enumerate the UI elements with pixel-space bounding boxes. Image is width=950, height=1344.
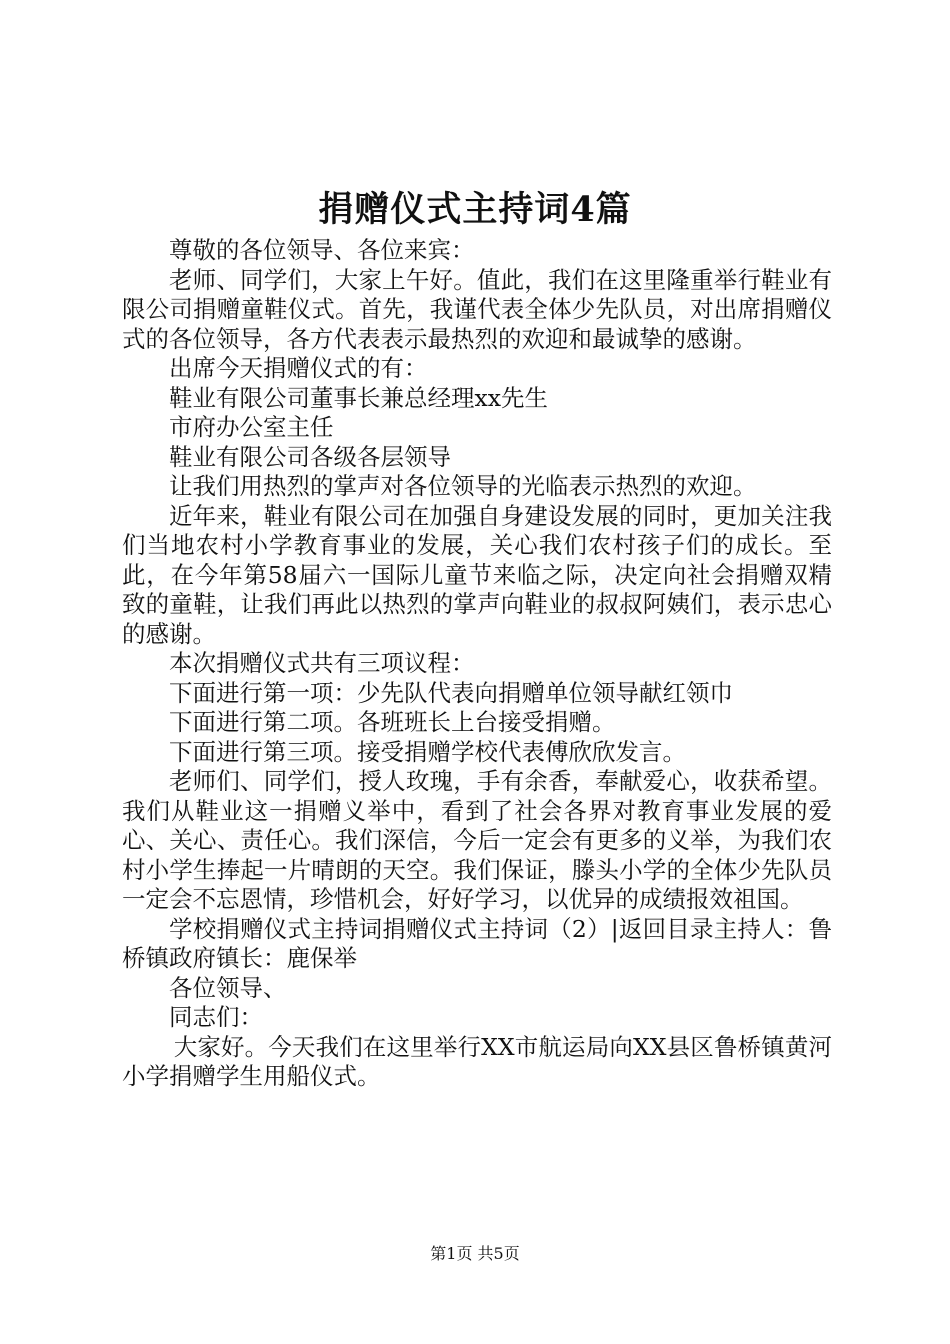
paragraph: 同志们： xyxy=(169,1003,263,1031)
paragraph: 学校捐赠仪式主持词捐赠仪式主持词（2）|返回目录主持人：鲁桥镇政府镇长：鹿保举 xyxy=(122,914,832,972)
paragraph: 市府办公室主任 xyxy=(169,413,334,441)
paragraph: 大家好。今天我们在这里举行XX市航运局向XX县区鲁桥镇黄河小学捐赠学生用船仪式。 xyxy=(122,1032,832,1090)
paragraph: 近年来，鞋业有限公司在加强自身建设发展的同时，更加关注我们当地农村小学教育事业的发展，关心我们农村孩子们的成长。至此，在今年第58届六一国际儿童节来临之际，决定向社会捐赠双精致的童鞋，让我们再此以热烈的掌声向鞋业的叔叔阿姨们，表示忠心的感谢。 xyxy=(122,501,832,648)
paragraph: 下面进行第三项。接受捐赠学校代表傅欣欣发言。 xyxy=(169,737,686,766)
paragraph: 下面进行第一项：少先队代表向捐赠单位领导献红领巾 xyxy=(169,678,733,707)
paragraph: 鞋业有限公司董事长兼总经理xx先生 xyxy=(169,383,549,412)
document-title: 捐赠仪式主持词4篇 xyxy=(318,189,632,230)
paragraph: 各位领导、 xyxy=(169,973,287,1002)
paragraph: 老师们、同学们，授人玫瑰，手有余香，奉献爱心，收获希望。我们从鞋业这一捐赠义举中，看到了社会各界对教育事业发展的爱心、关心、责任心。我们深信，今后一定会有更多的义举，为我们农村小学生捧起一片晴朗的天空。我们保证，滕头小学的全体少先队员一定会不忘恩情，珍惜机会，好好学习，以优异的成绩报效祖国。 xyxy=(122,767,832,913)
page-number: 第1页 共5页 xyxy=(430,1244,520,1263)
paragraph: 尊敬的各位领导、各位来宾： xyxy=(169,236,475,264)
paragraph: 本次捐赠仪式共有三项议程： xyxy=(169,649,475,677)
paragraph: 出席今天捐赠仪式的有： xyxy=(169,354,428,382)
paragraph: 鞋业有限公司各级各层领导 xyxy=(169,442,451,471)
paragraph: 让我们用热烈的掌声对各位领导的光临表示热烈的欢迎。 xyxy=(169,472,757,500)
paragraph: 老师、同学们，大家上午好。值此，我们在这里隆重举行鞋业有限公司捐赠童鞋仪式。首先，我谨代表全体少先队员，对出席捐赠仪式的各位领导，各方代表表示最热烈的欢迎和最诚挚的感谢。 xyxy=(122,265,832,353)
paragraph: 下面进行第二项。各班班长上台接受捐赠。 xyxy=(169,708,616,736)
document-body xyxy=(122,236,832,1092)
